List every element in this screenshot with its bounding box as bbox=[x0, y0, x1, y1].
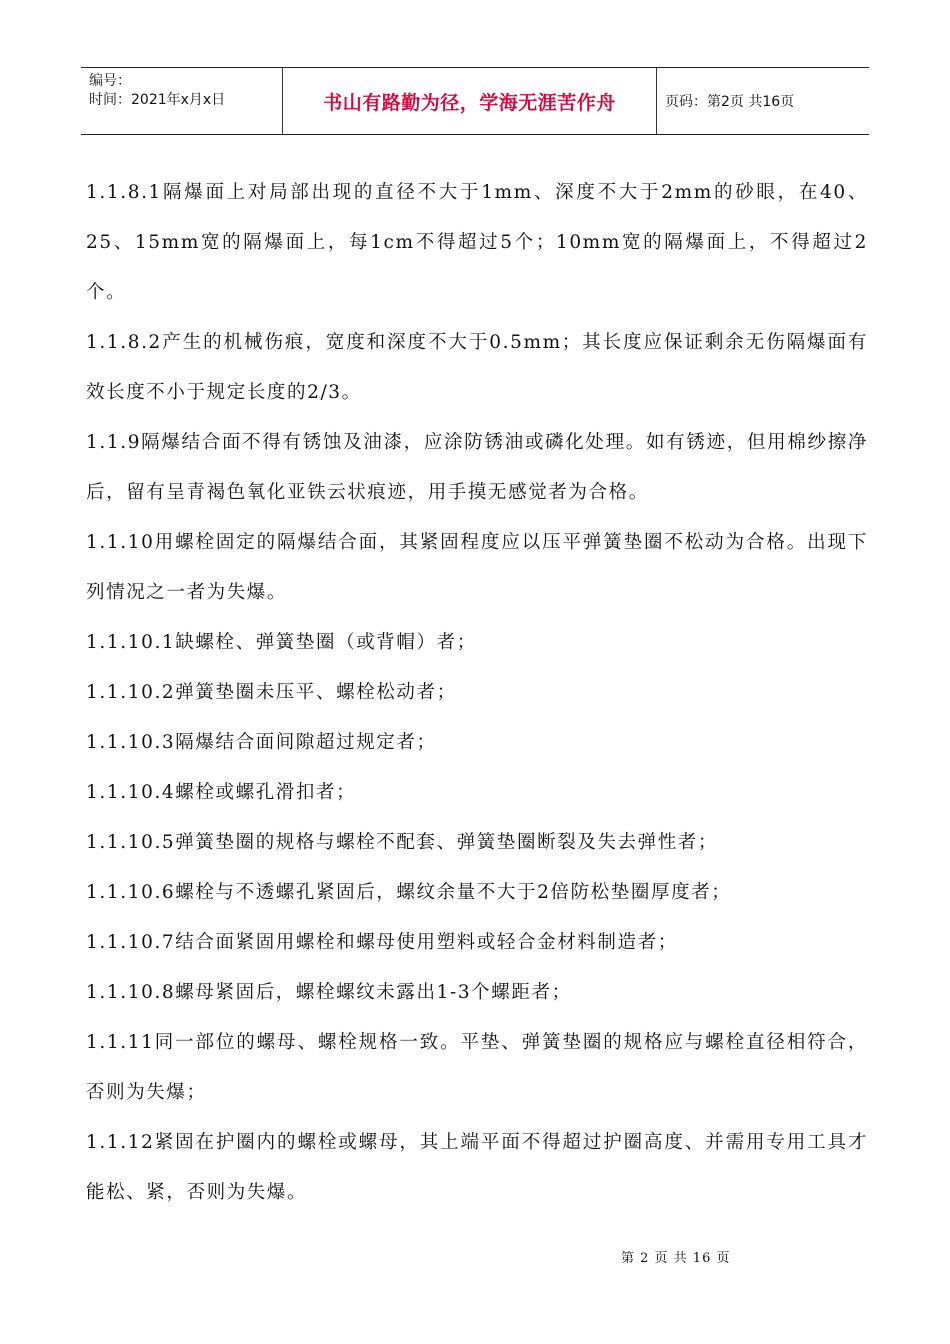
header-meta bbox=[81, 68, 283, 134]
paragraph-1-1-10-2: 1.1.10.2弹簧垫圈未压平、螺栓松动者； bbox=[86, 682, 457, 703]
paragraph-1-1-9: 1.1.9隔爆结合面不得有锈蚀及油漆，应涂防锈油或磷化处理。如有锈迹，但用棉纱擦净后，留有呈青褐色氧化亚铁云状痕迹，用手摸无感觉者为合格。 bbox=[86, 432, 868, 503]
paragraph-1-1-10-8: 1.1.10.8螺母紧固后，螺栓螺纹未露出1-3个螺距者； bbox=[86, 982, 572, 1003]
header-motto-cell bbox=[283, 68, 657, 134]
paragraph-1-1-10-4: 1.1.10.4螺栓或螺孔滑扣者； bbox=[86, 782, 357, 803]
page-header bbox=[81, 67, 869, 135]
document-date-label: 时间：2021年x月x日 bbox=[89, 92, 226, 108]
document-body bbox=[86, 168, 868, 1218]
document-code-label: 编号： bbox=[89, 73, 131, 89]
paragraph-1-1-10-6: 1.1.10.6螺栓与不透螺孔紧固后，螺纹余量不大于2倍防松垫圈厚度者； bbox=[86, 882, 732, 903]
paragraph-1-1-8-1: 1.1.8.1隔爆面上对局部出现的直径不大于1mm、深度不大于2mm的砂眼，在40、25、15mm宽的隔爆面上，每1cm不得超过5个；10mm宽的隔爆面上，不得超过2个。 bbox=[86, 182, 868, 303]
paragraph-1-1-10-1: 1.1.10.1缺螺栓、弹簧垫圈（或背帽）者； bbox=[86, 632, 477, 653]
header-motto: 书山有路勤为径，学海无涯苦作舟 bbox=[323, 91, 616, 114]
footer-page-number: 第 2 页 共 16 页 bbox=[621, 1251, 731, 1266]
paragraph-1-1-12: 1.1.12紧固在护圈内的螺栓或螺母，其上端平面不得超过护圈高度、并需用专用工具才能松、紧，否则为失爆。 bbox=[86, 1132, 868, 1203]
paragraph-1-1-8-2: 1.1.8.2产生的机械伤痕，宽度和深度不大于0.5mm；其长度应保证剩余无伤隔爆面有效长度不小于规定长度的2/3。 bbox=[86, 332, 868, 403]
paragraph-1-1-10: 1.1.10用螺栓固定的隔爆结合面，其紧固程度应以压平弹簧垫圈不松动为合格。出现下列情况之一者为失爆。 bbox=[86, 532, 868, 603]
paragraph-1-1-10-5: 1.1.10.5弹簧垫圈的规格与螺栓不配套、弹簧垫圈断裂及失去弹性者； bbox=[86, 832, 718, 853]
paragraph-1-1-10-3: 1.1.10.3隔爆结合面间隙超过规定者； bbox=[86, 732, 437, 753]
header-page-cell bbox=[657, 68, 869, 134]
paragraph-1-1-11: 1.1.11同一部位的螺母、螺栓规格一致。平垫、弹簧垫圈的规格应与螺栓直径相符合，否则为失爆； bbox=[86, 1032, 868, 1103]
paragraph-1-1-10-7: 1.1.10.7结合面紧固用螺栓和螺母使用塑料或轻合金材料制造者； bbox=[86, 932, 678, 953]
header-page-number: 页码：第2页 共16页 bbox=[665, 94, 795, 110]
